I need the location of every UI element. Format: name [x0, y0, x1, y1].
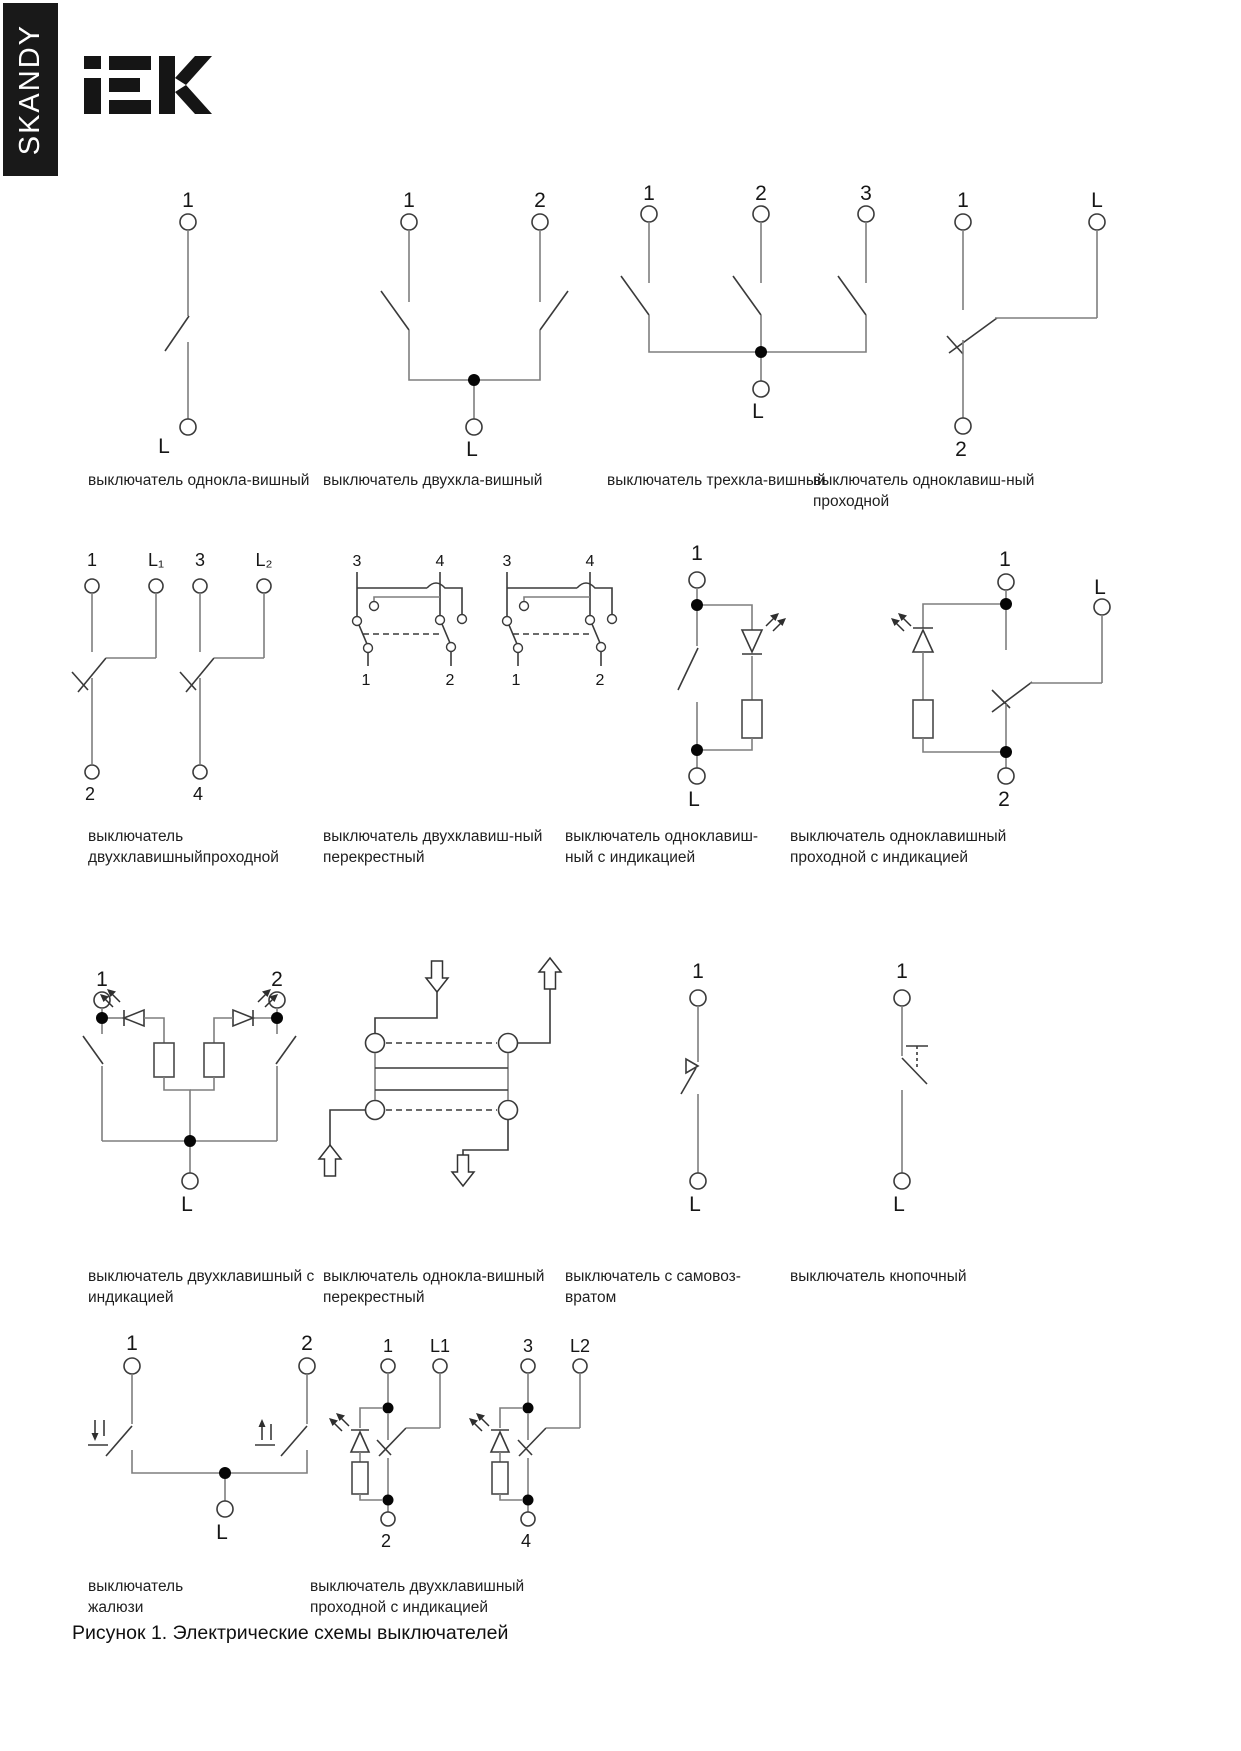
svg-text:L₂: L₂: [255, 550, 273, 570]
svg-text:4: 4: [585, 553, 595, 570]
svg-text:L: L: [216, 1521, 228, 1544]
svg-text:L1: L1: [429, 1336, 451, 1356]
diagram-push-button-switch: [893, 960, 928, 1216]
svg-text:2: 2: [445, 672, 455, 689]
svg-text:1: 1: [643, 182, 655, 205]
diagram-2key-passthrough-indicator-switch: [329, 1336, 590, 1551]
diagram-1key-passthrough-indicator-switch: [891, 548, 1110, 811]
indicator-passthrough-unit-1: [329, 1336, 450, 1551]
svg-text:L: L: [688, 788, 700, 811]
diagram-2key-indicator-switch: [83, 968, 296, 1216]
caption-2key-switch: выключатель двухкла-вишный: [323, 472, 543, 489]
arrow-down-icon: [426, 961, 448, 992]
svg-text:L: L: [181, 1193, 193, 1216]
crossover-unit-1: [353, 553, 467, 689]
caption-1key-crossover: выключатель однокла-вишный перекрестный: [323, 1268, 545, 1306]
svg-text:L: L: [466, 438, 478, 461]
svg-text:3: 3: [522, 1336, 534, 1356]
svg-text:3: 3: [502, 553, 512, 570]
svg-text:1: 1: [361, 672, 371, 689]
svg-text:1: 1: [126, 1332, 138, 1355]
caption-2key-indicator: выключатель двухклавишный с индикацией: [88, 1268, 315, 1306]
svg-text:L: L: [893, 1193, 905, 1216]
caption-3key-switch: выключатель трехкла-вишный: [607, 472, 826, 489]
svg-text:1: 1: [511, 672, 521, 689]
svg-text:2: 2: [271, 968, 283, 991]
svg-text:2: 2: [84, 784, 96, 804]
svg-text:1: 1: [86, 550, 98, 570]
svg-text:1: 1: [692, 960, 704, 983]
diagram-1key-switch: [158, 189, 196, 458]
arrow-down-icon: [452, 1155, 474, 1186]
svg-text:L: L: [1094, 576, 1106, 599]
svg-text:2: 2: [955, 438, 967, 461]
svg-text:L: L: [752, 400, 764, 423]
svg-text:2: 2: [595, 672, 605, 689]
diagram-2key-switch: [381, 189, 568, 461]
crossover-unit-2: [503, 553, 617, 689]
diagram-1key-indicator-switch: [678, 542, 786, 811]
caption-momentary: выключатель с самовоз- вратом: [565, 1268, 741, 1306]
svg-text:L2: L2: [569, 1336, 591, 1356]
caption-2key-passthrough: выключатель двухклавишныйпроходной: [88, 828, 279, 866]
diagram-1key-passthrough-switch: [947, 189, 1105, 461]
svg-text:2: 2: [301, 1332, 313, 1355]
diagram-2key-passthrough-switch: [72, 550, 273, 804]
svg-text:2: 2: [380, 1531, 392, 1551]
svg-text:2: 2: [534, 189, 546, 212]
svg-text:4: 4: [520, 1531, 532, 1551]
diagram-1key-crossover-switch: [319, 958, 561, 1186]
diagram-2key-crossover-switch: [353, 553, 617, 689]
svg-text:L₁: L₁: [147, 550, 165, 570]
svg-text:L: L: [689, 1193, 701, 1216]
svg-text:3: 3: [194, 550, 206, 570]
caption-blinds: выключатель жалюзи: [88, 1578, 184, 1616]
svg-text:1: 1: [382, 1336, 394, 1356]
svg-text:3: 3: [352, 553, 362, 570]
svg-text:2: 2: [755, 182, 767, 205]
caption-1key-passthrough-indicator: выключатель одноклавишный проходной с индикацией: [790, 828, 1007, 866]
caption-1key-passthrough: выключатель одноклавиш-ный проходной: [813, 472, 1035, 510]
spring-return-icon: [686, 1059, 698, 1073]
diagram-momentary-switch: [681, 960, 706, 1216]
terminal-label: L: [158, 435, 170, 458]
svg-text:3: 3: [860, 182, 872, 205]
blinds-down-icon: [88, 1420, 108, 1445]
caption-push-button: выключатель кнопочный: [790, 1268, 967, 1285]
svg-text:2: 2: [998, 788, 1010, 811]
terminal-label: 1: [182, 189, 194, 212]
svg-text:1: 1: [691, 542, 703, 565]
caption-1key-indicator: выключатель одноклавиш- ный с индикацией: [565, 828, 759, 866]
svg-text:1: 1: [999, 548, 1011, 571]
svg-text:1: 1: [957, 189, 969, 212]
blinds-up-icon: [255, 1419, 275, 1445]
figure-caption: Рисунок 1. Электрические схемы выключателей: [72, 1622, 509, 1644]
diagram-blinds-switch: [88, 1332, 315, 1544]
svg-text:4: 4: [192, 784, 204, 804]
caption-2key-passthrough-indicator: выключатель двухклавишный проходной с индикацией: [310, 1578, 525, 1616]
svg-text:1: 1: [403, 189, 415, 212]
svg-text:4: 4: [435, 553, 445, 570]
arrow-up-icon: [319, 1145, 341, 1176]
arrow-up-icon: [539, 958, 561, 989]
diagram-3key-switch: [621, 182, 874, 423]
svg-text:1: 1: [896, 960, 908, 983]
svg-text:L: L: [1091, 189, 1103, 212]
caption-2key-crossover: выключатель двухклавиш-ный перекрестный: [323, 828, 543, 866]
caption-1key-switch: выключатель однокла-вишный: [88, 472, 310, 489]
indicator-passthrough-unit-2: [469, 1336, 590, 1551]
svg-text:1: 1: [96, 968, 108, 991]
series-label: SKANDY: [14, 23, 46, 156]
